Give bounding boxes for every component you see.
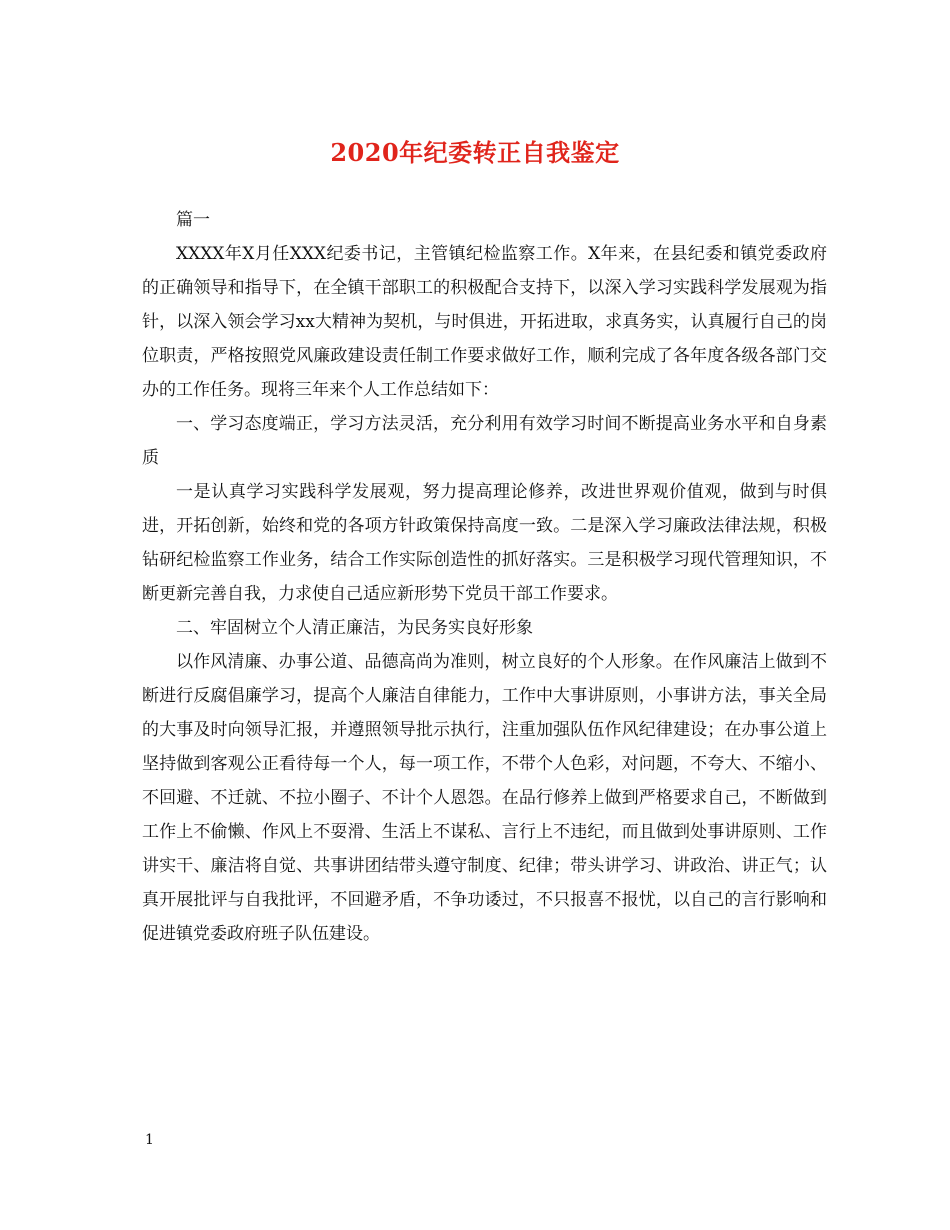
heading-two: 二、牢固树立个人清正廉洁，为民务实良好形象 [176, 618, 533, 638]
section-label: 篇一 [176, 210, 210, 230]
paragraph-integrity: 以作风清廉、办事公道、品德高尚为准则，树立良好的个人形象。在作风廉洁上做到不断进行反腐倡廉学习，提高个人廉洁自律能力，工作中大事讲原则，小事讲方法，事关全局的大事及时向领导汇报，并遵照领导批示执行，注重加强队伍作风纪律建设；在办事公道上坚持做到客观公正看待每一个人，每一项工作，不带个人色彩，对问题，不夸大、不缩小、不回避、不迁就、不拉小圈子、不计个人恩怨。在品行修养上做到严格要求自己，不断做到工作上不偷懒、作风上不耍滑、生活上不谋私、言行上不违纪，而且做到处事讲原则、工作讲实干、廉洁将自觉、共事讲团结带头遵守制度、纪律；带头讲学习、讲政治、讲正气；认真开展批评与自我批评，不回避矛盾，不争功诿过，不只报喜不报忧，以自己的言行影响和促进镇党委政府班子队伍建设。 [142, 652, 827, 944]
paragraph-study: 一是认真学习实践科学发展观，努力提高理论修养，改进世界观价值观，做到与时俱进，开拓创新，始终和党的各项方针政策保持高度一致。二是深入学习廉政法律法规，积极钻研纪检监察工作业务，结合工作实际创造性的抓好落实。三是积极学习现代管理知识，不断更新完善自我，力求使自己适应新形势下党员干部工作要求。 [142, 482, 827, 604]
page-number: 1 [145, 1132, 154, 1148]
intro-paragraph: XXXX年X月任XXX纪委书记，主管镇纪检监察工作。X年来，在县纪委和镇党委政府的正确领导和指导下，在全镇干部职工的积极配合支持下，以深入学习实践科学发展观为指针，以深入领会学习xx大精神为契机，与时俱进，开拓进取，求真务实，认真履行自己的岗位职责，严格按照党风廉政建设责任制工作要求做好工作，顺利完成了各年度各级各部门交办的工作任务。现将三年来个人工作总结如下： [142, 244, 827, 400]
heading-one: 一、学习态度端正，学习方法灵活，充分利用有效学习时间不断提高业务水平和自身素质 [142, 414, 827, 468]
document-title: 2020年纪委转正自我鉴定 [330, 138, 620, 167]
document-body [142, 203, 827, 951]
